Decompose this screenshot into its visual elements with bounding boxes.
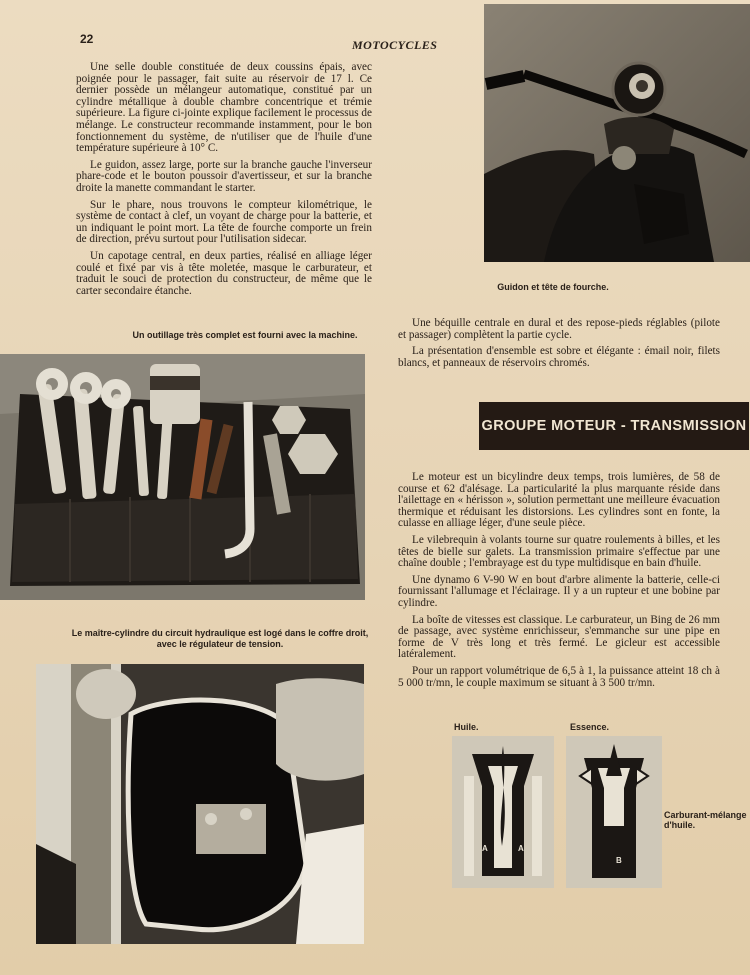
toolkit-caption: Un outillage très complet est fourni avec la machine. [132,330,358,340]
master-cylinder-photo [36,664,364,944]
handlebar-caption: Guidon et tête de fourche. [497,282,609,292]
oil-label: Huile. [454,722,479,732]
fuel-diagram [566,736,662,888]
paragraph: Le moteur est un bicylindre deux temps, trois lumières, de 58 de course et 62 d'alésage. La particularité la plus marquante réside dans l'ailettage en « hérisson », solution permettant une meilleure évacuation thermique et réduisant les distorsions. Les cylindres sont en fonte, la culasse en alliage léger, d'une seule pièce. [398,471,720,530]
oil-diagram [452,736,554,888]
letter-c: C [594,776,600,783]
paragraph: Le vilebrequin à volants tourne sur quatre roulements à billes, et les têtes de bielle sur galets. La transmission primaire s'effectue par une chaîne double ; l'embrayage est du type multidisque en bain d'huile. [398,533,720,570]
right-top-text [398,318,720,374]
paragraph: Une selle double constituée de deux coussins épais, avec poignée pour le passager, fait suite au réservoir de 17 l. Ce dernier possède un mélangeur automatique, constitué par un cylindre métallique à double chambre concentrique et trémie supérieure. La figure ci-jointe explique facilement le processus de mélange. Le constructeur recommande instamment, pour le bon fonctionnement du système, de n'utiliser que de l'huile d'une température supérieure à 10° C. [76,61,372,155]
letter-b: B [616,856,622,865]
paragraph: Un capotage central, en deux parties, réalisé en alliage léger coulé et fixé par vis à tête moletée, masque le carburateur, et traduit le souci de protection du constructeur, de même que le carter secondaire étanche. [76,249,372,297]
paragraph: Sur le phare, nous trouvons le compteur kilométrique, le système de contact à clef, un voyant de charge pour la batterie, et un indiquant le point mort. La tête de fourche comporte un frein de direction, prévu surtout pour l'utilisation sidecar. [76,198,372,246]
paragraph: La boîte de vitesses est classique. Le carburateur, un Bing de 26 mm de passage, avec système enrichisseur, s'emmanche sur une pipe en forme de V très long et très fermé. Le gicleur est accessible latéralement. [398,613,720,661]
section-banner: GROUPE MOTEUR - TRANSMISSION [479,402,749,450]
letter-a-right: A [518,844,524,853]
paragraph: Le guidon, assez large, porte sur la branche gauche l'inverseur phare-code et le bouton poussoir d'avertisseur, et sur la branche droite la manette commandant le starter. [76,158,372,194]
letter-a-left: A [482,844,488,853]
master-cylinder-caption: Le maître-cylindre du circuit hydraulique est logé dans le coffre droit, avec le régulateur de tension. [71,628,369,649]
fuel-label: Essence. [570,722,610,732]
left-column-text [76,62,372,302]
paragraph: Une dynamo 6 V-90 W en bout d'arbre alimente la batterie, celle-ci fournissant l'allumage et l'éclairage. Il y a un rupteur et une bobine par cylindre. [398,573,720,609]
right-column-text [398,472,720,694]
mix-label: Carburant-mélange d'huile. [664,810,747,830]
paragraph: Une béquille centrale en dural et des repose-pieds réglables (pilote et passager) complètent la partie cycle. [398,317,720,341]
magazine-title: MOTOCYCLES [352,38,438,52]
paragraph: Pour un rapport volumétrique de 6,5 à 1, la puissance atteint 18 ch à 5 000 tr/mn, le couple maximum se situant à 3 500 tr/mn. [398,664,720,689]
page-number: 22 [80,32,94,46]
paragraph: La présentation d'ensemble est sobre et élégante : émail noir, filets blancs, et panneaux de réservoirs chromés. [398,345,720,369]
handlebar-photo [484,4,750,262]
toolkit-photo [0,354,365,600]
